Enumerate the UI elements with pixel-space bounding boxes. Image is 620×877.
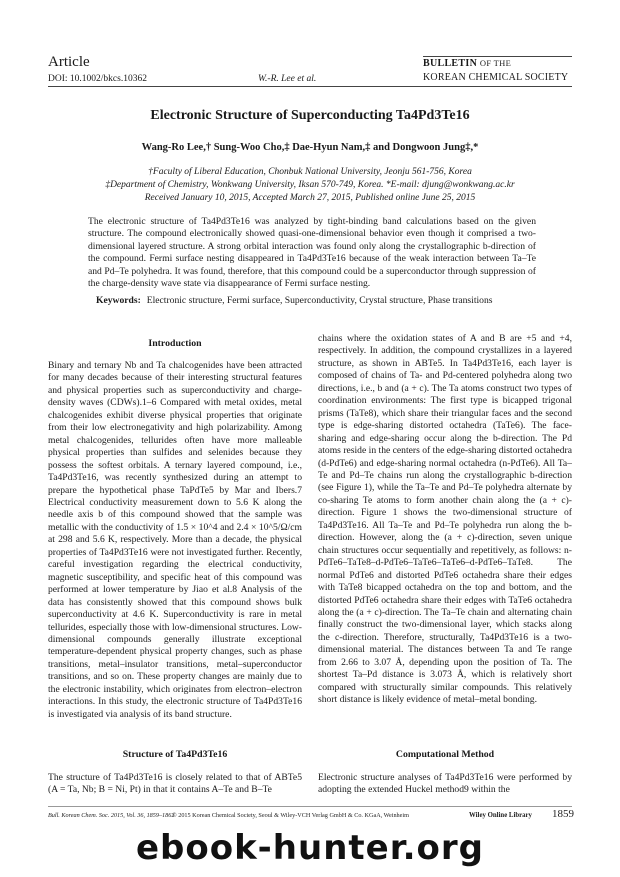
running-author: W.-R. Lee et al. (258, 74, 317, 84)
intro-heading: Introduction (148, 338, 202, 349)
header-rule (48, 86, 572, 87)
structure-body-continued: chains where the oxidation states of A and B are +5 and +4, respectively. In addition, the compound crystallizes in a layered structure, as shown in ABTe5. In Ta4Pd3Te16, each layer is composed of chains of Ta- and Pd-centered polyhedra along two directions, i.e., b and (a + c). The Ta atoms construct two types of coordination environments: The first type is bicapped trigonal prisms (TaTe8), which share their triangular faces and the second type is edge-sharing distorted octahedra (TaTe6). The face-sharing and edge-sharing occur along the b-direction. The Pd atoms reside in the centers of the edge-sharing distorted octahedra (d-PdTe6) and edge-sharing normal octahedra (n-PdTe6). All Ta–Te and Pd–Te chains run along the crystallographic b-direction (see Figure 1), while the Ta–Te and Pd–Te polyhedra alternate by co-sharing Te atoms to form another chain along the (a + c)-direction. Figure 1 shows the two-dimensional structure of Ta4Pd3Te16. All Ta–Te and Pd–Te polyhedra run along the b-direction. However, along the (a + c)-direction, seven unique chain structures occur sequentially and repetitively, as follows: n-PdTe6–TaTe8–d-PdTe6–TaTe6–TaTe6–d-PdTe6–TaTe8. The normal PdTe6 and distorted PdTe6 octahedra share their edges with TaTe8 bicapped octahedra on the top and bottom, and the distorted PdTe6 octahedra share their edges with TaTe6 octahedra along the (a + c)-direction. The Ta–Te chain and alternating chain finally construct the two-dimensional layer, which stacks along the c-direction. Therefore, structurally, Ta4Pd3Te16 is a two-dimensional material. The distances between Ta and Te range from 2.66 to 3.07 Å, depending upon the position of Ta. The shortest Ta–Pd distance is 3.073 Å, which is relatively short compared with structurally similar compounds. This relatively short distance is likely evidence of metal–metal bonding. (318, 333, 572, 706)
journal-name-line1 (423, 58, 511, 69)
received-dates: Received January 10, 2015, Accepted March 27, 2015, Published online June 25, 2015 (144, 193, 476, 203)
affiliation-2: ‡Department of Chemistry, Wonkwang University, Iksan 570-749, Korea. *E-mail: djung@wonkwang.ac.kr (105, 180, 515, 190)
journal-of-the: OF THE (479, 58, 512, 68)
computational-heading: Computational Method (395, 749, 495, 760)
journal-bulletin: BULLETIN (423, 58, 478, 69)
keywords-text: Electronic structure, Fermi surface, Superconductivity, Crystal structure, Phase transitions (146, 295, 493, 306)
intro-body: Binary and ternary Nb and Ta chalcogenides have been attracted for many decades because of their interesting structural features and physical properties such as superconductivity and charge-density waves (CDWs).1–6 Compared with metal oxides, metal chalcogenides exhibit diverse physical properties that originate from their low electronegativity and high polarizability. Among metal chalcogenides, tellurides often have more malleable physical properties than sulfides and selenides because they possess the softest orbitals. A ternary layered compound, i.e., Ta4Pd3Te16, was recently synthesized during an attempt to prepare the hypothetical phase TaPdTe5 by Mar and Ibers.7 Electrical conductivity measurement down to 5.6 K along the needle axis b of this compound showed that the sample was metallic with the conductivity of 1.5 × 10^4 and 2.4 × 10^5/Ω/cm at 298 and 5.6 K, respectively. More than a decade, the physical properties of Ta4Pd3Te16 were not investigated further. Recently, careful investigation regarding the electrical conductivity, magnetic susceptibility, and specific heat of this compound was performed at lower temperature by Jiao et al.8 Analysis of the data has consistently showed that this compound shows bulk superconductivity at 4.6 K. Superconductivity is rare in metal tellurides, especially those with low-dimensional structures. Low-dimensional compounds generally illustrate exceptional temperature-dependent physical property changes, such as phase transitions, metal–insulator transitions, metal–superconductor transitions, and so on. These property changes are mainly due to the electronic instability, which originates from electron–electron interactions. In this study, the electronic structure of Ta4Pd3Te16 is investigated via analysis of its band structure. (48, 360, 302, 720)
footer-wiley-online-library: Wiley Online Library (469, 812, 532, 819)
watermark: ebook-hunter.org (135, 828, 485, 868)
computational-body: Electronic structure analyses of Ta4Pd3Te16 were performed by adopting the extended Huckel method9 within the (318, 772, 572, 796)
footer-rule (48, 806, 572, 807)
paper-title: Electronic Structure of Superconducting Ta4Pd3Te16 (150, 108, 470, 123)
page-number: 1859 (552, 808, 574, 820)
footer-citation: Bull. Korean Chem. Soc. 2015, Vol. 36, 1859–1862 (48, 812, 175, 819)
article-type-label: Article (48, 54, 90, 70)
structure-heading: Structure of Ta4Pd3Te16 (122, 749, 228, 760)
affiliation-1: †Faculty of Liberal Education, Chonbuk National University, Jeonju 561-756, Korea (148, 167, 472, 177)
keywords-label: Keywords: (96, 295, 141, 306)
journal-name-line2: KOREAN CHEMICAL SOCIETY (423, 72, 569, 83)
doi: DOI: 10.1002/bkcs.10362 (48, 74, 147, 84)
keywords (96, 295, 536, 306)
author-list: Wang-Ro Lee,† Sung-Woo Cho,‡ Dae-Hyun Nam,‡ and Dongwoon Jung‡,* (141, 142, 479, 153)
footer-copyright: © 2015 Korean Chemical Society, Seoul & Wiley-VCH Verlag GmbH & Co. KGaA, Weinheim (172, 812, 409, 819)
abstract: The electronic structure of Ta4Pd3Te16 was analyzed by tight-binding band calculations based on the given structure. The compound electronically showed quasi-one-dimensional behavior even though it comprised a two-dimensional layered structure. A strong orbital interaction was found only along the crystallographic b-direction of the compound. Fermi surface nesting disappeared in Ta4Pd3Te16 because of the weak interaction between Ta–Te and Pd–Te polyhedra. It was found, therefore, that this compound could be a superconductor through suppression of the charge-density wave state via disappearance of Fermi surface nesting. (88, 216, 536, 290)
structure-body: The structure of Ta4Pd3Te16 is closely related to that of ABTe5 (A = Ta, Nb; B = Ni, Pt) in that it contains A–Te and B–Te (48, 772, 302, 796)
journal-rule (423, 56, 572, 57)
